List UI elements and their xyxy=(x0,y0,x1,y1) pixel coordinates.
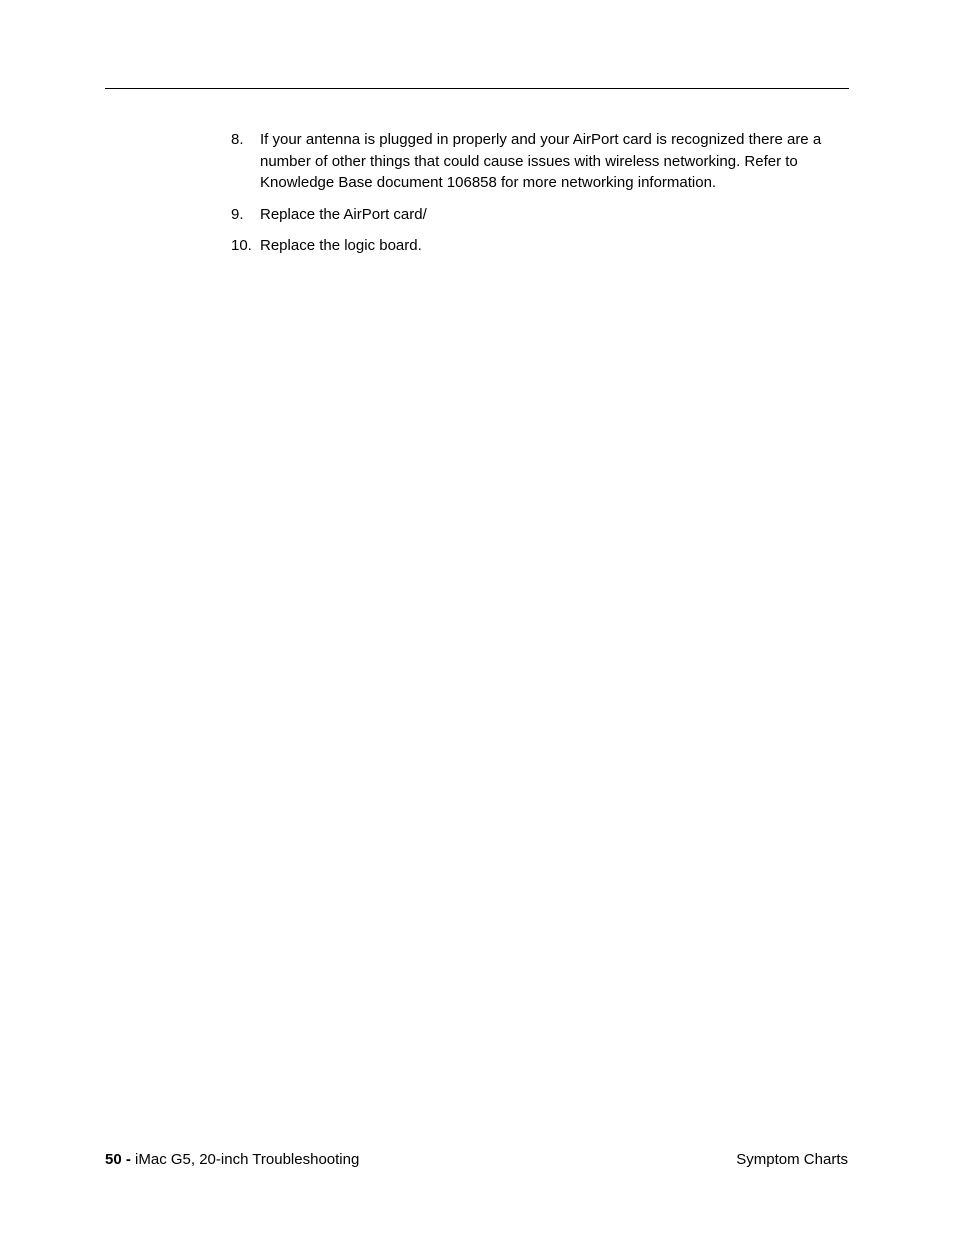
procedure-steps xyxy=(231,129,851,267)
list-item xyxy=(231,235,851,257)
section-title: Symptom Charts xyxy=(736,1151,848,1168)
page-number: 50 - xyxy=(105,1151,131,1168)
list-item xyxy=(231,129,851,194)
step-number: 8. xyxy=(231,131,244,148)
page-footer xyxy=(105,1150,849,1170)
footer-left xyxy=(105,1150,359,1170)
document-title: iMac G5, 20-inch Troubleshooting xyxy=(135,1151,360,1168)
step-text: Replace the AirPort card/ xyxy=(260,205,427,223)
header-rule xyxy=(105,88,849,89)
step-text: If your antenna is plugged in properly and your AirPort card is recognized there are a number of other things that could cause issues with wireless networking. Refer to Knowledge Base document 106858 for more networking information. xyxy=(260,131,822,191)
step-number: 9. xyxy=(231,205,244,223)
step-text: Replace the logic board. xyxy=(260,237,422,254)
list-item xyxy=(231,204,851,226)
step-number: 10. xyxy=(231,237,252,254)
